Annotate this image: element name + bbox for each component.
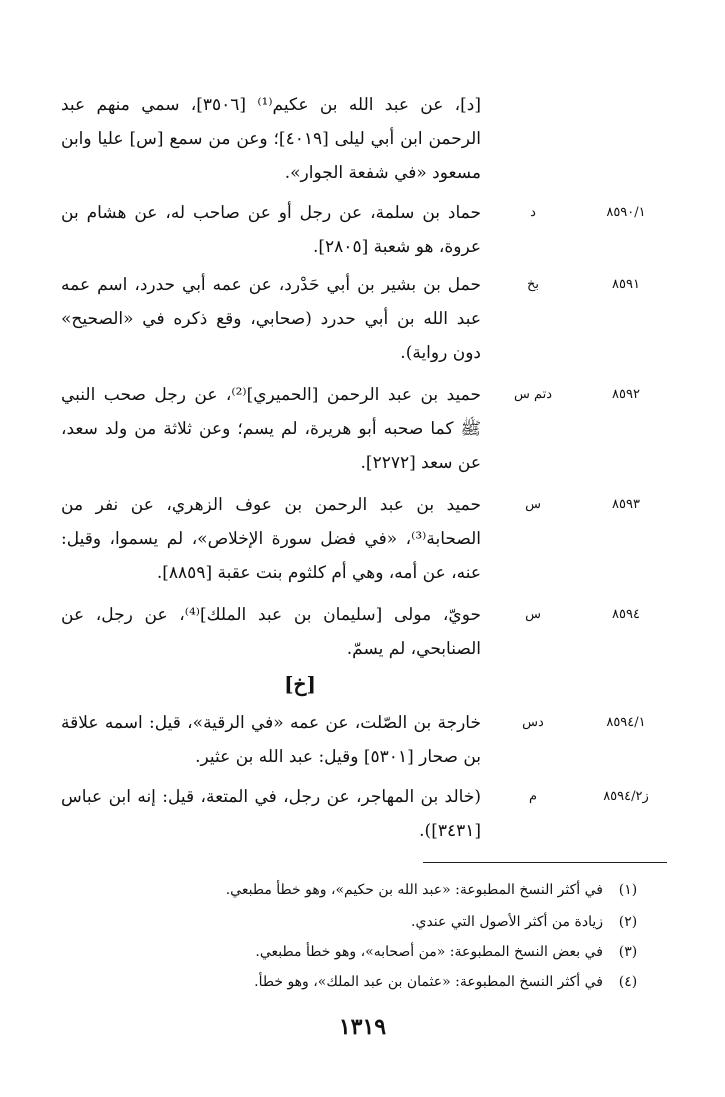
entry-8594-1 <box>27 706 667 774</box>
entry-text: [د]، عن عبد الله بن عكيم⁽¹⁾ [٣٥٠٦]، سمي منهم عبد الرحمن ابن أبي ليلى [٤٠١٩]؛ وعن من سمع [س] عليا وابن مسعود «في شفعة الجوار». <box>61 95 482 183</box>
section-heading: [خ] <box>284 672 316 696</box>
entry-code: م <box>528 789 538 804</box>
entry-code: د <box>530 205 536 220</box>
entry-8593 <box>27 488 667 590</box>
entry-8591 <box>27 268 667 370</box>
footnote-mark: (٤) <box>618 974 638 990</box>
entry-number: ٨٥٩٢ <box>612 387 640 402</box>
entry-text: خارجة بن الصّلت، عن عمه «في الرقية»، قيل: اسمه علاقة بن صحار [٥٣٠١] وقيل: عبد الله بن عثير. <box>61 713 481 767</box>
entry-8590-1 <box>27 196 667 264</box>
footnote-text: في بعض النسخ المطبوعة: «من أصحابه»، وهو خطأ مطبعي. <box>255 944 603 960</box>
entry-text: حميد بن عبد الرحمن بن عوف الزهري، عن نفر من الصحابة⁽³⁾، «في فضل سورة الإخلاص»، لم يسموا، وقيل: عنه، عن أمه، وهي أم كلثوم بنت عقبة [٨٨٥٩]. <box>61 495 481 583</box>
entry-code: دس <box>522 715 544 730</box>
entry-continuation <box>27 88 667 190</box>
entry-code: دتم س <box>513 387 553 402</box>
entry-number: ٨٥٩١ <box>612 277 640 292</box>
entry-number: ٨٥٩٠/١ <box>606 205 646 220</box>
footnote-1 <box>93 878 653 902</box>
entry-code: س <box>525 497 541 512</box>
footnote-text: في أكثر النسخ المطبوعة: «عثمان بن عبد الملك»، وهو خطأ. <box>254 974 603 990</box>
entry-8592 <box>27 378 667 480</box>
page-number: ١٣١٩ <box>338 1014 387 1040</box>
entry-number: ٨٥٩٤/١ <box>606 715 646 730</box>
footnote-2 <box>93 910 653 934</box>
footnote-4 <box>93 970 653 994</box>
entry-number: ٨٥٩٤ <box>612 607 640 622</box>
entry-8594-2 <box>27 780 667 848</box>
footnote-mark: (١) <box>618 882 638 898</box>
footnote-mark: (٢) <box>618 914 638 930</box>
footnote-divider <box>423 862 667 863</box>
footnote-3 <box>93 940 653 964</box>
entry-text: حويّ، مولى [سليمان بن عبد الملك]⁽⁴⁾، عن رجل، عن الصنابحي، لم يسمّ. <box>61 605 481 659</box>
entry-number: ٨٥٩٣ <box>612 497 640 512</box>
entry-text: حميد بن عبد الرحمن [الحميري]⁽²⁾، عن رجل صحب النبي ﷺ كما صحبه أبو هريرة، لم يسم؛ وعن ثلاثة من ولد سعد، عن سعد [٢٢٧٢]. <box>61 385 481 473</box>
footnote-mark: (٣) <box>618 944 638 960</box>
entry-text: (خالد بن المهاجر، عن رجل، في المتعة، قيل: إنه ابن عباس [٣٤٣١]). <box>61 787 481 841</box>
entry-number: ز٨٥٩٤/٢ <box>603 789 649 804</box>
entry-code: س <box>525 607 541 622</box>
footnote-text: في أكثر النسخ المطبوعة: «عبد الله بن حكيم»، وهو خطأ مطبعي. <box>225 882 603 898</box>
entry-code: بخ <box>526 277 539 292</box>
footnote-text: زيادة من أكثر الأصول التي عندي. <box>411 914 603 930</box>
entry-text: حماد بن سلمة، عن رجل أو عن صاحب له، عن هشام بن عروة، هو شعبة [٢٨٠٥]. <box>61 203 481 257</box>
entry-text: حمل بن بشير بن أبي حَدْرد، عن عمه أبي حدرد، اسم عمه عبد الله بن أبي حدرد (صحابي، وقع ذكره في «الصحيح» دون رواية). <box>61 275 481 363</box>
entry-8594 <box>27 598 667 666</box>
